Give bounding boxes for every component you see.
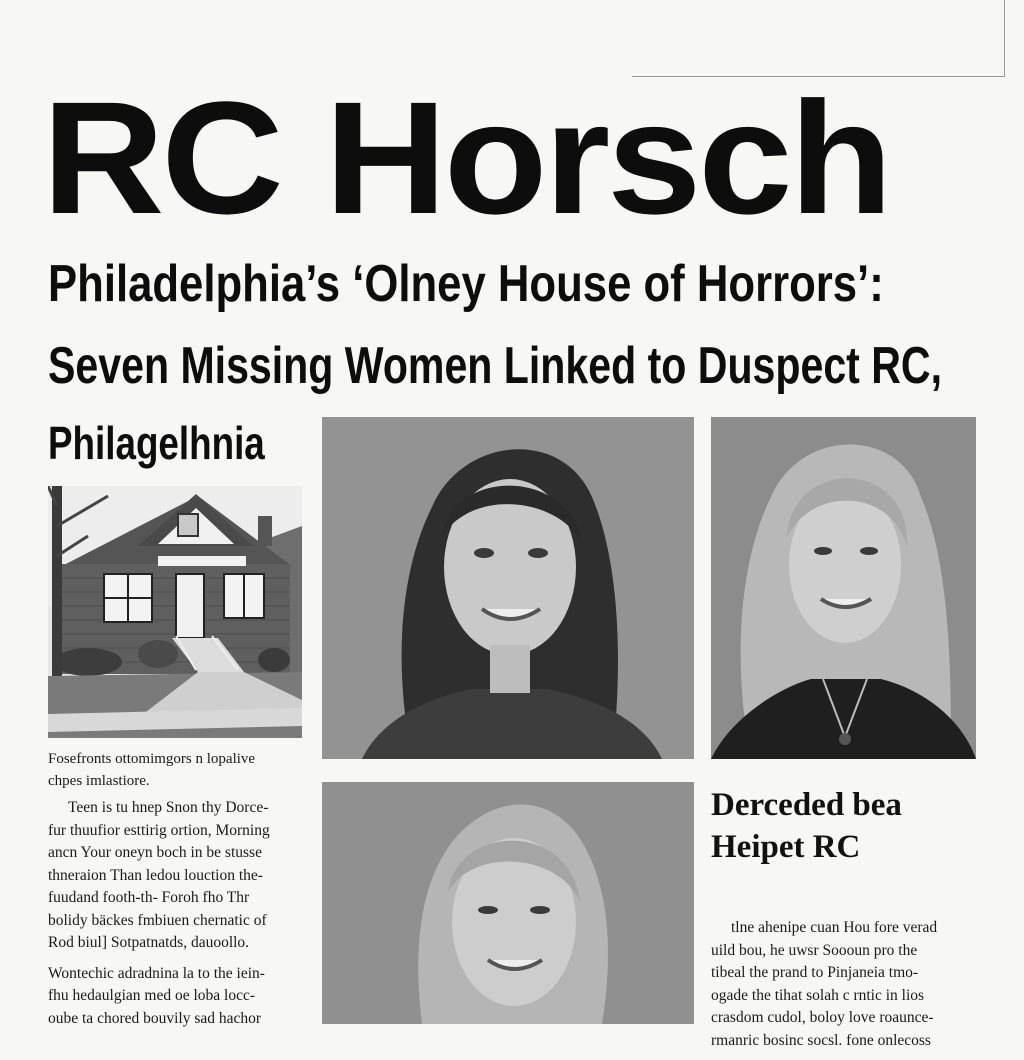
house-photo <box>48 486 302 738</box>
headline-line-1: Philadelphia’s ‘Olney House of Horrors’: <box>48 255 884 313</box>
text-line: bolidy bäckes fmbiuen chernatic of <box>48 911 267 929</box>
text-line: Rod biul] Sotpatnatds, dauoollo. <box>48 934 250 951</box>
paragraph <box>48 797 270 955</box>
masthead: RC Horsch <box>42 68 890 247</box>
text-line: fur thuufior esttirig ortion, Morning <box>48 821 270 839</box>
text-line: rmanric bosinc socsl. fone onlecoss <box>711 1031 931 1049</box>
text-line: Wontechic adradnina la to the iein- <box>48 964 265 982</box>
text-line: thneraion Than ledou louction the- <box>48 866 263 884</box>
text-line: tlne ahenipe cuan Hou fore verad <box>731 919 938 936</box>
text-line: tibeal the prand to Pinjaneia tmo- <box>711 964 919 981</box>
subhead-line: Derceded bea <box>711 787 902 823</box>
house-caption <box>48 748 255 792</box>
woman-portrait <box>322 417 694 759</box>
text-line: oube ta chored bouvily sad hachor <box>48 1009 262 1027</box>
text-line: fuudand footh-th- Foroh fho Thr <box>48 889 250 906</box>
paragraph <box>711 917 937 1052</box>
text-line: uild bou, he uwsr Soooun pro the <box>711 941 918 959</box>
text-line: ogade the tihat solah c rntic in lios <box>711 986 925 1004</box>
left-column-text <box>48 797 270 1038</box>
text-line: Teen is tu hnep Snon thy Dorce- <box>68 799 269 816</box>
right-column-text <box>711 917 937 1060</box>
woman-portrait <box>711 417 976 759</box>
woman-portrait <box>322 782 694 1024</box>
subheadline <box>711 784 902 868</box>
headline-line-2: Seven Missing Women Linked to Duspect RC, <box>48 337 943 395</box>
top-box-frame <box>632 0 1005 77</box>
text-line: fhu hedaulgian med oe loba locc- <box>48 987 256 1004</box>
text-line: crasdom cudol, boloy love roaunce- <box>711 1009 934 1026</box>
caption-line: Fosefronts ottomimgors n lopalive <box>48 751 256 767</box>
headline-line-3: Philagelhnia <box>48 417 265 469</box>
caption-line: chpes imlastiore. <box>48 773 150 789</box>
text-line: ancn Your oneyn boch in be stusse <box>48 844 262 861</box>
subhead-line: Heipet RC <box>711 829 861 865</box>
paragraph <box>48 963 270 1031</box>
